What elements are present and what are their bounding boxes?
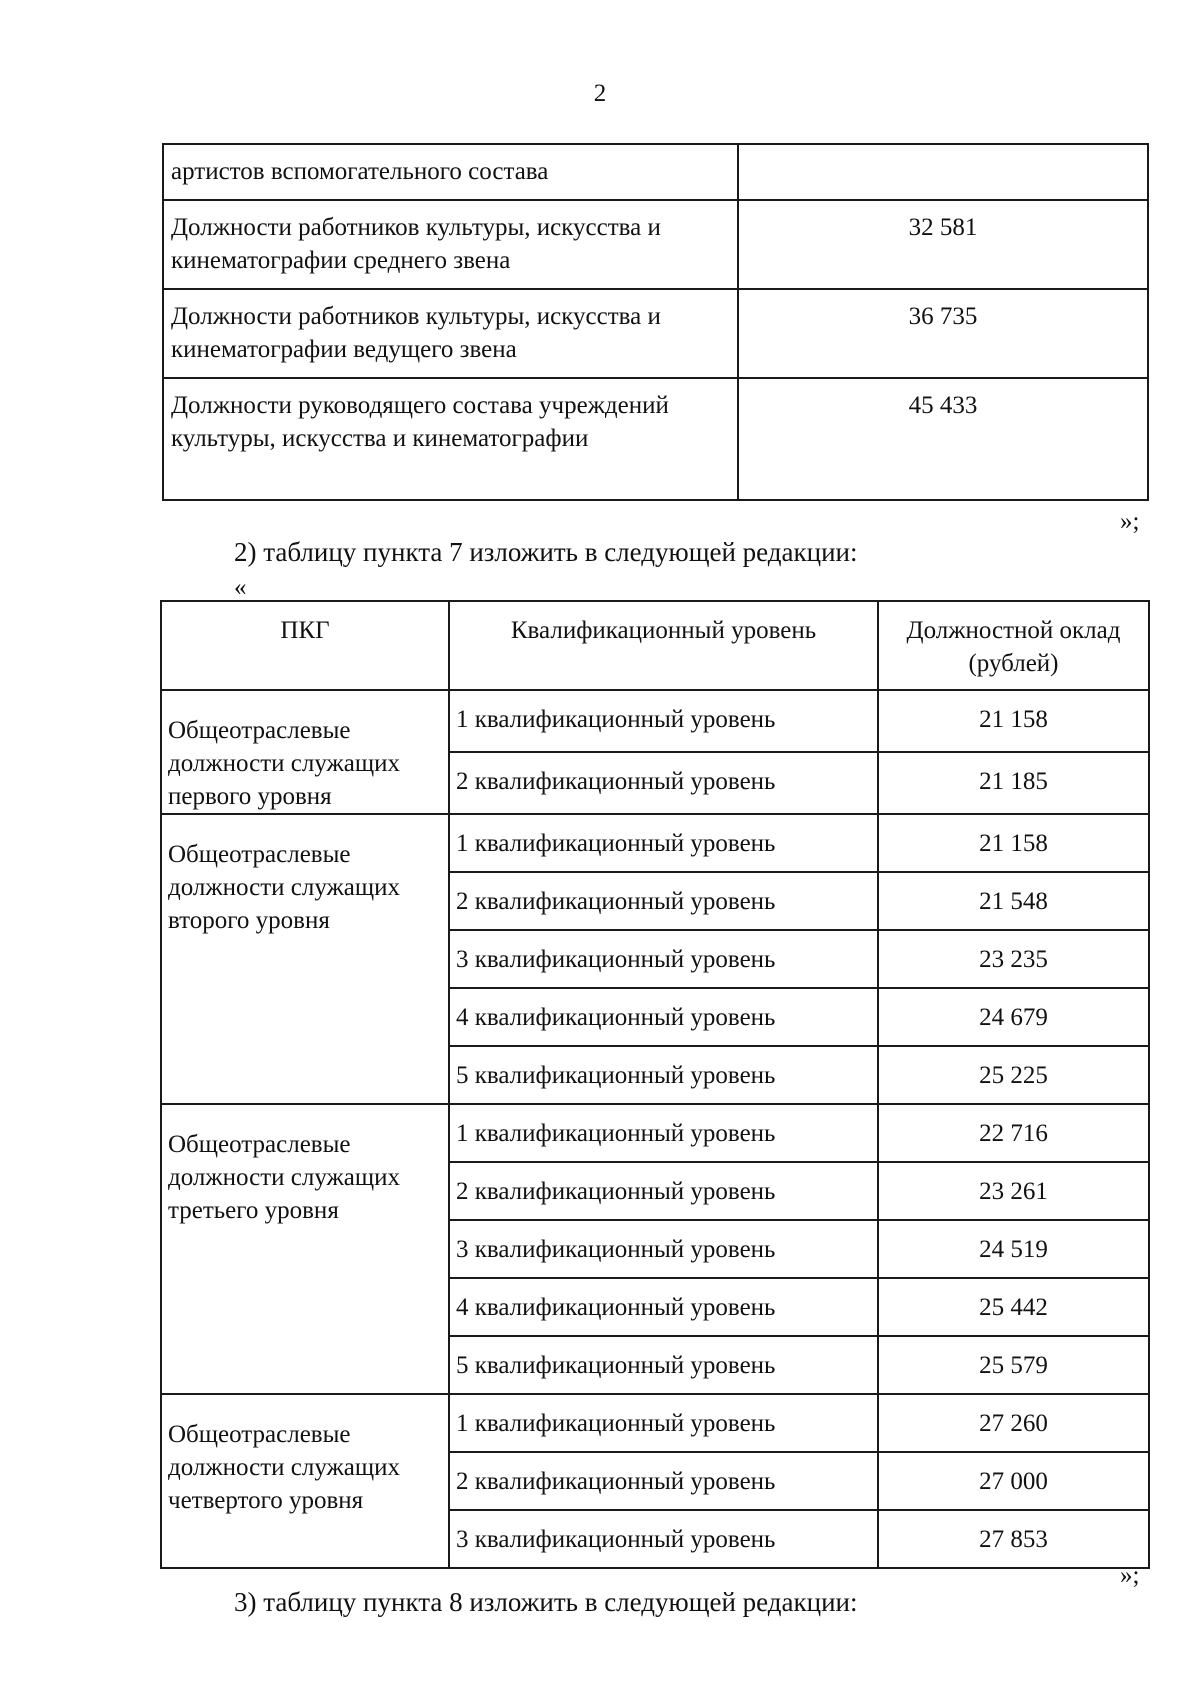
table-row <box>163 200 1148 289</box>
pkg-group-cell: Общеотраслевые должности служащих первого уровня <box>161 690 449 814</box>
qualification-level-cell: 4 квалификационный уровень <box>449 988 878 1046</box>
table-row <box>161 690 1149 752</box>
salary-cell: 25 225 <box>878 1046 1149 1104</box>
salary-cell: 24 679 <box>878 988 1149 1046</box>
salary-cell: 25 579 <box>878 1336 1149 1394</box>
qualification-level-cell: 3 квалификационный уровень <box>449 1510 878 1568</box>
salary-cell: 27 853 <box>878 1510 1149 1568</box>
qualification-level-cell: 2 квалификационный уровень <box>449 872 878 930</box>
table-row <box>161 814 1149 872</box>
pkg-group-cell: Общеотраслевые должности служащих второго уровня <box>161 814 449 1104</box>
salary-cell: 27 260 <box>878 1394 1149 1452</box>
header-qualification-level: Квалификационный уровень <box>449 601 878 690</box>
qualification-level-cell: 1 квалификационный уровень <box>449 1394 878 1452</box>
salary-cell: 25 442 <box>878 1278 1149 1336</box>
header-pkg: ПКГ <box>161 601 449 690</box>
salary-cell: 23 261 <box>878 1162 1149 1220</box>
salary-cell: 24 519 <box>878 1220 1149 1278</box>
table-row <box>163 144 1148 200</box>
position-name-cell: Должности работников культуры, искусства и кинематографии среднего звена <box>163 200 738 289</box>
salary-cell: 21 158 <box>878 814 1149 872</box>
qualification-level-cell: 5 квалификационный уровень <box>449 1046 878 1104</box>
qualification-level-cell: 4 квалификационный уровень <box>449 1278 878 1336</box>
salary-cell: 21 548 <box>878 872 1149 930</box>
paragraph-item-3: 3) таблицу пункта 8 изложить в следующей редакции: <box>234 1587 858 1617</box>
opening-quote: « <box>234 574 247 601</box>
qualification-level-cell: 2 квалификационный уровень <box>449 1162 878 1220</box>
salary-cell: 23 235 <box>878 930 1149 988</box>
page-number: 2 <box>593 80 607 107</box>
qualification-level-cell: 2 квалификационный уровень <box>449 1452 878 1510</box>
qualification-level-cell: 5 квалификационный уровень <box>449 1336 878 1394</box>
table-row <box>163 289 1148 378</box>
qualification-level-cell: 2 квалификационный уровень <box>449 752 878 814</box>
table-row <box>163 378 1148 500</box>
position-name-cell: Должности работников культуры, искусства и кинематографии ведущего звена <box>163 289 738 378</box>
header-salary: Должностной оклад (рублей) <box>878 601 1149 690</box>
qualification-level-cell: 1 квалификационный уровень <box>449 1104 878 1162</box>
table-row <box>161 1394 1149 1452</box>
salary-cell <box>738 144 1148 200</box>
pkg-salary-table <box>160 600 1150 1569</box>
salary-table-continuation <box>162 143 1149 501</box>
salary-cell: 45 433 <box>738 378 1148 500</box>
position-name-cell: артистов вспомогательного состава <box>163 144 738 200</box>
qualification-level-cell: 1 квалификационный уровень <box>449 814 878 872</box>
salary-cell: 32 581 <box>738 200 1148 289</box>
position-name-cell: Должности руководящего состава учреждений культуры, искусства и кинематографии <box>163 378 738 500</box>
salary-cell: 21 158 <box>878 690 1149 752</box>
paragraph-item-2: 2) таблицу пункта 7 изложить в следующей редакции: <box>234 537 858 567</box>
salary-cell: 27 000 <box>878 1452 1149 1510</box>
pkg-group-cell: Общеотраслевые должности служащих четвертого уровня <box>161 1394 449 1568</box>
pkg-group-cell: Общеотраслевые должности служащих третьего уровня <box>161 1104 449 1394</box>
salary-cell: 36 735 <box>738 289 1148 378</box>
qualification-level-cell: 1 квалификационный уровень <box>449 690 878 752</box>
table-row <box>161 1104 1149 1162</box>
salary-cell: 22 716 <box>878 1104 1149 1162</box>
qualification-level-cell: 3 квалификационный уровень <box>449 930 878 988</box>
salary-cell: 21 185 <box>878 752 1149 814</box>
closing-quote: »; <box>1120 508 1140 535</box>
table-header-row <box>161 601 1149 690</box>
qualification-level-cell: 3 квалификационный уровень <box>449 1220 878 1278</box>
closing-quote: »; <box>1120 1562 1140 1589</box>
